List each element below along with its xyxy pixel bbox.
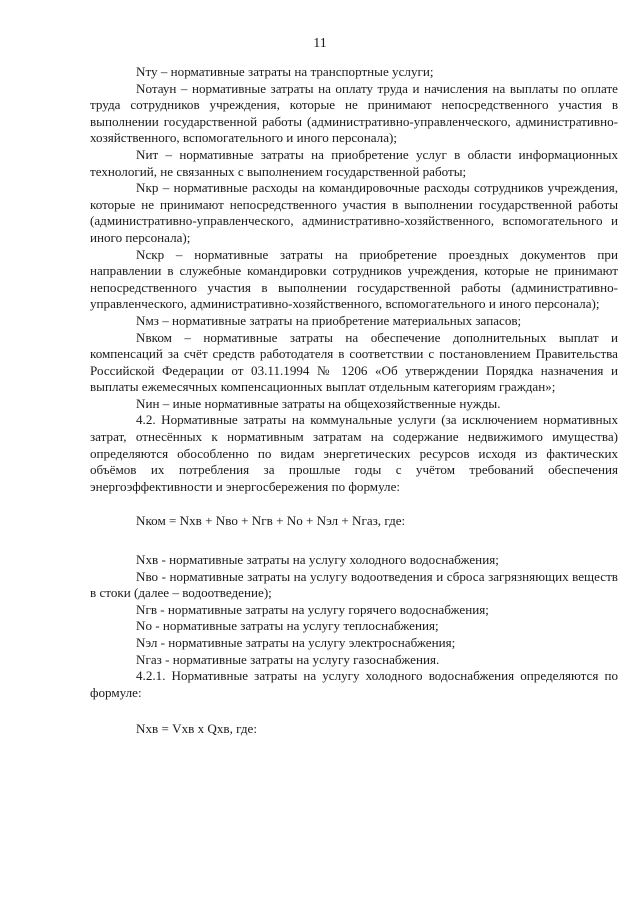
paragraph-n-mz: Nмз – нормативные затраты на приобретение материальных запасов; xyxy=(136,312,522,328)
definition-n-vo: Nво - нормативные затраты на услугу водоотведения и сброса загрязняющих веществ в стоки (далее – водоотведение); xyxy=(90,568,618,601)
paragraph-n-kr: Nкр – нормативные расходы на командировочные расходы сотрудников учреждения, которые не принимают непосредственного участия в выполнении государственной работы (административно-управленческого, административно-хозяйственного, вспомогательного и иного персонала); xyxy=(90,180,618,245)
paragraph-n-skr: Nскр – нормативные затраты на приобретение проездных документов при направлении в служебные командировки сотрудников учреждения, которые не принимают непосредственного участия в выполнении государственной работы (административно-управленческого, административно-хозяйственного, вспомогательного и иного персонала); xyxy=(90,246,618,312)
definition-n-hv: Nхв - нормативные затраты на услугу холодного водоснабжения; xyxy=(136,552,499,568)
paragraph-n-it: Nит – нормативные затраты на приобретение услуг в области информационных технологий, не связанных с выполнением государственной работы; xyxy=(90,146,618,179)
paragraph-n-tu: Nту – нормативные затраты на транспортные услуги; xyxy=(136,64,434,79)
formula-n-hv: Nхв = Vхв х Qхв, где: xyxy=(136,721,257,737)
paragraph-section-4-2: 4.2. Нормативные затраты на коммунальные услуги (за исключением нормативных затрат, отнесённых к нормативным затратам на содержание недвижимого имущества) определяются обособленно по видам энергетических ресурсов исходя из фактических объёмов их потребления за прошлые годы с учётом требований обеспечения энергоэффективности и энергосбережения по формуле: xyxy=(90,412,618,494)
definition-n-o: Nо - нормативные затраты на услугу теплоснабжения; xyxy=(136,618,439,634)
page-number: 11 xyxy=(313,36,327,51)
definition-n-gaz: Nгаз - нормативные затраты на услугу газоснабжения. xyxy=(136,651,440,667)
formula-n-kom: Nком = Nхв + Nво + Nгв + Nо + Nэл + Nгаз, где: xyxy=(136,513,406,529)
paragraph-n-vkom: Nвком – нормативные затраты на обеспечение дополнительных выплат и компенсаций за счёт средств работодателя в соответствии с постановлением Правительства Российской Федерации от 03.11.1994 № 1206 «Об утверждении Порядка назначения и выплаты ежемесячных компенсационных выплат отдельным категориям граждан»; xyxy=(90,329,618,395)
paragraph-n-otaup: Nотаун – нормативные затраты на оплату труда и начисления на выплаты по оплате труда сотрудников учреждения, которые не принимают непосредственного участия в выполнении государственной работы (административно-управленческого, административно-хозяйственного, вспомогательного и иного персонала); xyxy=(90,80,618,146)
document-body xyxy=(90,64,618,760)
paragraph-section-4-2-1: 4.2.1. Нормативные затраты на услугу холодного водоснабжения определяются по формуле: xyxy=(90,668,618,700)
definition-n-gv: Nгв - нормативные затраты на услугу горячего водоснабжения; xyxy=(136,601,489,617)
paragraph-n-in: Nин – иные нормативные затраты на общехозяйственные нужды. xyxy=(136,395,501,411)
definition-n-el: Nэл - нормативные затраты на услугу электроснабжения; xyxy=(136,635,456,650)
